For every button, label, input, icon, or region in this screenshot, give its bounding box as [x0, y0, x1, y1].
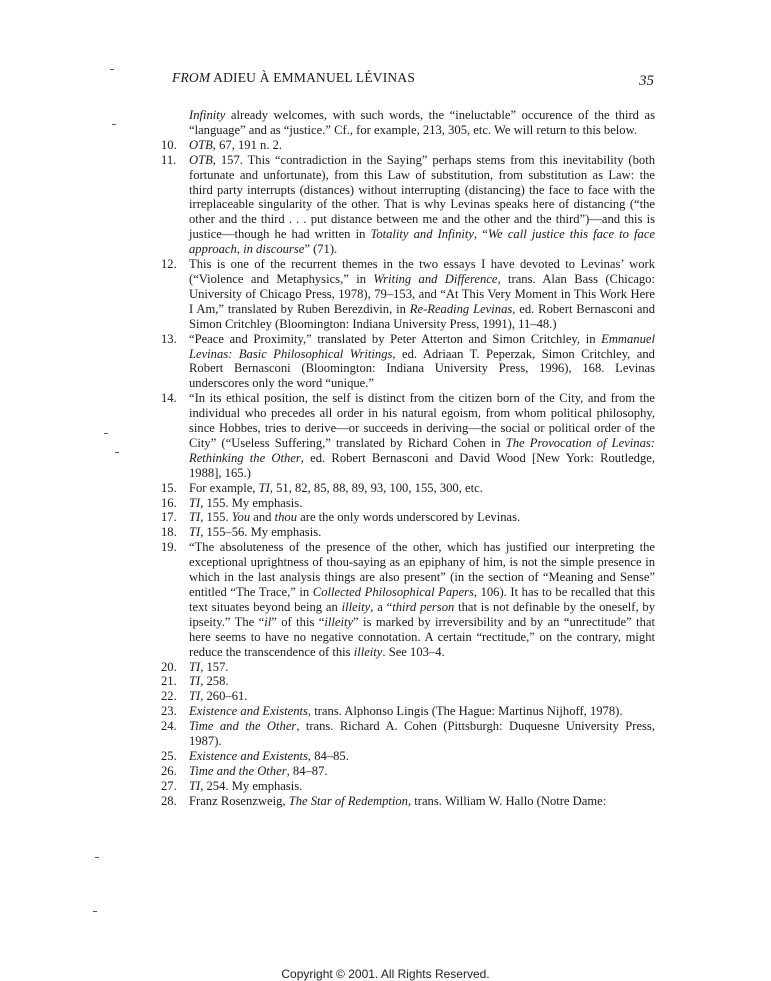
endnote: [161, 153, 655, 257]
copyright-notice: Copyright © 2001. All Rights Reserved.: [281, 967, 490, 981]
endnote-text: , trans. Richard A. Cohen (Pittsburgh: Duquesne University Press, 1987).: [189, 719, 655, 749]
endnote-number: 23.: [161, 704, 177, 719]
endnote-italic-text: The Star of Redemption: [288, 793, 408, 808]
endnote-italic-text: Infinity: [189, 108, 226, 122]
endnote: [161, 540, 655, 659]
endnote-text: , ed. Adriaan T. Peperzak, Simon Critchley, and Robert Bernasconi (Bloomington: Indiana University Press, 1996), 168. Levinas underscores only the word “unique.”: [189, 346, 655, 391]
endnote-italic-text: OTB: [189, 152, 213, 167]
endnote-text: “In its ethical position, the self is distinct from the citizen born of the City, and from the individual who precedes all order in his natural egoism, from whom political philosophy, since Hobbes, tries to derive—or succeeds in deriving—the social or political order of the City” (“Useless Suffering,” translated by Richard Cohen in: [189, 391, 655, 450]
running-header: [172, 70, 654, 90]
endnote-number: 11.: [161, 152, 177, 167]
endnote-number: 28.: [161, 793, 177, 808]
endnote-italic-text: TI: [258, 480, 270, 495]
endnote-text: , 157.: [200, 659, 229, 674]
endnote-italic-text: Time and the Other: [189, 763, 287, 778]
endnote-text: ” of this “: [271, 614, 325, 629]
endnote-number: 27.: [161, 778, 177, 793]
endnote-italic-text: Emmanuel Levinas: Basic Philosophical Writings: [189, 331, 655, 361]
endnote-text: . See 103–4.: [382, 644, 445, 659]
endnote-number: 13.: [161, 331, 177, 346]
endnote-italic-text: illeity: [324, 614, 354, 629]
endnote-italic-text: Writing and Difference: [373, 271, 498, 286]
endnote-number: 12.: [161, 257, 177, 272]
endnote-italic-text: third person: [392, 599, 455, 614]
endnote: [161, 794, 655, 809]
endnote-text: “The absoluteness of the presence of the other, which has justified our interpreting the exceptional uprightness of thou-saying as an epiphany of him, is not the simple presence in which in the last analysis things are also present” (in the section of “Meaning and Sense” entitled “The Trace,” in: [189, 540, 655, 599]
endnote-text: , trans. Alan Bass (Chicago: University of Chicago Press, 1978), 79–153, and “At This Very Moment in This Work Here I Am,” translated by Ruben Berezdivin, in: [189, 271, 656, 316]
endnote: [161, 108, 655, 138]
endnote-italic-text: illeity: [353, 644, 383, 659]
endnote-text: , 67, 191 n. 2.: [212, 137, 283, 152]
endnote: [161, 719, 655, 749]
endnote-number: 14.: [161, 391, 177, 406]
endnote-text: , trans. Alphonso Lingis (The Hague: Martinus Nijhoff, 1978).: [307, 704, 623, 719]
endnotes-list: [161, 108, 655, 809]
endnote-italic-text: TI: [189, 689, 201, 704]
endnote: [161, 704, 655, 719]
scan-mark: [115, 452, 119, 453]
endnote-text: , 155.: [200, 510, 232, 525]
endnote-number: 25.: [161, 748, 177, 763]
endnote: [161, 689, 655, 704]
endnote-italic-text: We call justice this face to face approach, in discourse: [189, 227, 656, 257]
endnote-italic-text: OTB: [189, 137, 213, 152]
endnote-text: , ed. Robert Bernasconi and Simon Critchley (Bloomington: Indiana University Press, 1991), 11–48.): [189, 301, 655, 331]
endnote: [161, 391, 655, 480]
endnote-italic-text: The Provocation of Levinas: Rethinking the Other: [189, 435, 655, 465]
endnote-number: 10.: [161, 137, 177, 152]
scan-mark: [112, 124, 116, 125]
endnote-text: This is one of the recurrent themes in the two essays I have devoted to Levinas’ work (“Violence and Metaphysics,” in: [189, 257, 655, 286]
endnote: [161, 496, 655, 511]
endnote-number: 16.: [161, 495, 177, 510]
endnote-number: 22.: [161, 689, 177, 704]
endnote-number: 24.: [161, 719, 177, 734]
scan-mark: [104, 433, 108, 434]
endnote-italic-text: Collected Philosophical Papers: [312, 585, 474, 599]
endnote: [161, 749, 655, 764]
endnote: [161, 138, 655, 153]
endnote-text: , 51, 82, 85, 88, 89, 93, 100, 155, 300, etc.: [269, 480, 483, 495]
endnote-italic-text: thou: [274, 510, 298, 525]
scan-mark: [93, 911, 97, 912]
endnote-number: 20.: [161, 659, 177, 674]
endnote-number: 18.: [161, 525, 177, 540]
endnote-italic-text: TI: [189, 510, 201, 525]
endnote-number: 26.: [161, 763, 177, 778]
endnote-text: , 155. My emphasis.: [200, 495, 303, 510]
endnote-text: For example,: [189, 480, 259, 495]
endnote: [161, 257, 655, 332]
endnote-text: , “: [473, 227, 488, 242]
endnote-text: , trans. William W. Hallo (Notre Dame:: [407, 793, 607, 808]
endnote-text: , 258.: [200, 674, 229, 689]
endnote-text: are the only words underscored by Levinas.: [297, 510, 521, 525]
endnote-text: , a “: [370, 599, 393, 614]
endnote-italic-text: TI: [189, 525, 201, 540]
endnote-text: and: [250, 510, 275, 525]
endnote-text: , 106). It has to be recalled that this text situates beyond being an: [189, 585, 655, 614]
endnote-number: 17.: [161, 510, 177, 525]
endnote: [161, 660, 655, 675]
endnote-number: 19.: [161, 540, 177, 555]
endnote: [161, 525, 655, 540]
endnote: [161, 332, 655, 392]
endnote-text: , 254. My emphasis.: [200, 778, 303, 793]
endnote-italic-text: illeity: [341, 599, 371, 614]
endnote-italic-text: TI: [189, 659, 201, 674]
endnote: [161, 779, 655, 794]
endnote-italic-text: Existence and Existents: [189, 704, 308, 719]
endnote-text: , 260–61.: [200, 689, 248, 704]
endnote-italic-text: TI: [189, 778, 201, 793]
endnote-text: , 155–56. My emphasis.: [200, 525, 322, 540]
endnote-italic-text: TI: [189, 495, 201, 510]
endnote-italic-text: il: [264, 614, 272, 629]
endnote-text: “Peace and Proximity,” translated by Peter Atterton and Simon Critchley, in: [189, 331, 602, 346]
endnote-text: already welcomes, with such words, the “ineluctable” occurence of the third as “language” and as “justice.” Cf., for example, 213, 305, etc. We will return to this below.: [189, 108, 655, 137]
scan-mark: [110, 69, 114, 70]
endnote-italic-text: Existence and Existents: [189, 748, 308, 763]
endnote: [161, 764, 655, 779]
endnote-italic-text: Re-Reading Levinas: [409, 301, 513, 316]
endnote-italic-text: Time and the Other: [189, 719, 297, 734]
running-head-from: FROM: [172, 70, 211, 85]
scan-mark: [95, 857, 99, 858]
running-head-title: ADIEU À EMMANUEL LÉVINAS: [213, 70, 416, 85]
endnote-italic-text: You: [231, 510, 251, 525]
endnote-number: 21.: [161, 674, 177, 689]
endnote: [161, 481, 655, 496]
endnote-italic-text: TI: [189, 674, 201, 689]
page-number: 35: [639, 73, 654, 89]
endnote-text: , 84–85.: [307, 748, 349, 763]
endnote-text: , 157. This “contradiction in the Saying” perhaps stems from this inevitability (both fortunate and unfortunate), from this Law of substitution, from substitution as Law: the third party interrupts (distances) without interrupting (distancing) the face to face with the irreplaceable singularity of the other. That is why Levinas speaks here of distancing (“the other and the third . . . put distance between me and the other and the third”)—and this is justice—though he had written in: [189, 152, 655, 242]
endnote-text: Franz Rosenzweig,: [189, 793, 289, 808]
endnote: [161, 674, 655, 689]
endnote-number: 15.: [161, 480, 177, 495]
endnote-text: , 84–87.: [286, 763, 328, 778]
endnote-text: , ed. Robert Bernasconi and David Wood [New York: Routledge, 1988], 165.): [189, 450, 655, 480]
endnote-text: ” is marked by irreversibility and by an “unrectitude” that here seems to have no negative connotation. A certain “rectitude,” on the contrary, might reduce the transcendence of this: [189, 614, 655, 659]
endnote-text: that is not definable by the oneself, by ipseity.” The “: [189, 599, 655, 629]
running-head: [172, 70, 415, 86]
endnote: [161, 510, 655, 525]
endnote-italic-text: Totality and Infinity: [370, 227, 474, 242]
endnote-text: ” (71).: [304, 242, 338, 257]
